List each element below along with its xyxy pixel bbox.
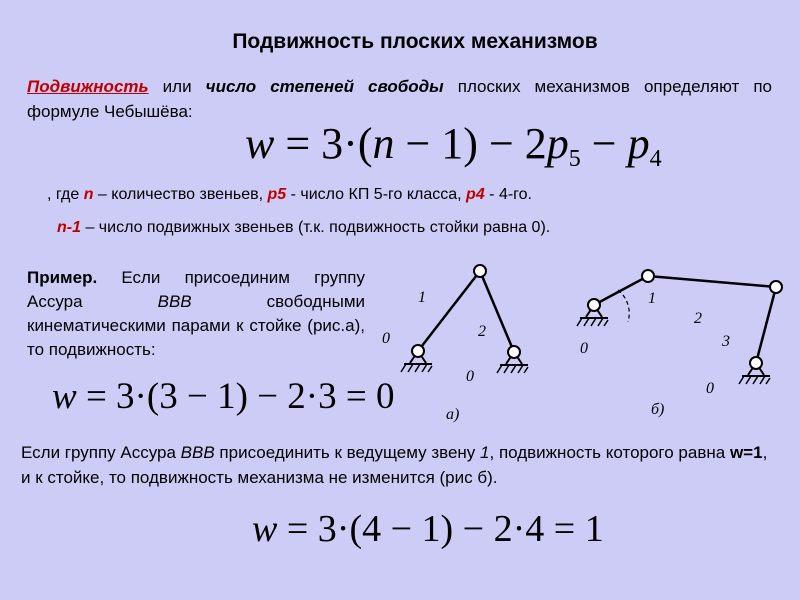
- caption-b: б): [651, 401, 665, 418]
- formula-p4: p: [627, 119, 650, 168]
- label-a-1: 1: [418, 289, 426, 306]
- rotation-arc: [618, 290, 629, 322]
- label-b-3: 3: [722, 333, 730, 350]
- bottom-link-number: 1: [480, 443, 490, 462]
- var-n-minus-1: n-1: [57, 219, 81, 236]
- formula-rest: = 3·(3 − 1) − 2·3 = 0: [76, 376, 395, 417]
- formula-p4-sub: 4: [649, 146, 662, 172]
- example-text-2: свободными кинематическими парами к стойке (рис.а), то подвижность:: [27, 292, 366, 359]
- formula-w: w: [252, 508, 278, 550]
- bottom-w1: w=1: [729, 443, 763, 462]
- joint: [474, 265, 486, 277]
- formula-part: −: [580, 119, 628, 168]
- where-text-3: - 4-го.: [484, 186, 532, 203]
- formula-p5: p: [546, 119, 569, 168]
- diagram-b: [577, 270, 782, 418]
- label-b-0-right: 0: [706, 380, 714, 397]
- joint: [642, 270, 654, 282]
- example-text-1: Если присоединим группу Ассура: [27, 268, 365, 311]
- where-prefix: , где: [47, 186, 84, 203]
- term-mobility: Подвижность: [27, 77, 149, 96]
- formula-part: = 3·(: [274, 119, 373, 168]
- joint: [770, 281, 782, 293]
- bottom-text-1: Если группу Ассура: [21, 443, 181, 462]
- label-b-2: 2: [694, 310, 702, 327]
- link-3-b: [756, 287, 776, 363]
- example-group: ВВВ: [157, 292, 192, 311]
- link-2-b: [648, 276, 776, 287]
- joint: [508, 346, 520, 358]
- bottom-text-3: , подвижность которого равна: [489, 443, 730, 462]
- label-b-0-left: 0: [580, 340, 588, 357]
- formula-rest: = 3·(4 − 1) − 2·4 = 1: [277, 508, 604, 550]
- joint: [750, 357, 762, 369]
- bottom-group: ВВВ: [180, 443, 215, 462]
- formula-part: − 1) − 2: [394, 119, 547, 168]
- label-a-2: 2: [478, 323, 486, 340]
- formula-p5-sub: 5: [568, 146, 581, 172]
- formula-w: w: [245, 119, 275, 168]
- where-text-2: - число КП 5-го класса,: [286, 186, 467, 203]
- joint: [588, 299, 600, 311]
- intro-text-1: или: [148, 77, 206, 96]
- diagram-a: [382, 265, 528, 423]
- label-a-0-right: 0: [466, 368, 474, 385]
- var-n: n: [83, 186, 94, 203]
- link-1-b: [594, 276, 648, 305]
- var-p5: p5: [267, 186, 287, 203]
- label-a-0-left: 0: [382, 330, 390, 347]
- var-p4: p4: [466, 186, 485, 203]
- page-title: Подвижность плоских механизмов: [232, 30, 598, 53]
- intro-text-2: плоских механизмов определяют по формуле Чебышёва:: [27, 77, 772, 121]
- caption-a: а): [446, 406, 460, 423]
- where-text-1: – количество звеньев,: [93, 186, 268, 203]
- bottom-text-4: , и к стойке, то подвижность механизма не изменится (рис б).: [21, 443, 768, 487]
- term-degrees-of-freedom: число степеней свободы: [205, 77, 444, 96]
- link-1-a: [418, 271, 480, 351]
- joint: [412, 345, 424, 357]
- formula-w: w: [52, 376, 77, 417]
- example-label: Пример.: [27, 268, 98, 287]
- label-b-1: 1: [648, 290, 656, 307]
- n1-text: – число подвижных звеньев (т.к. подвижность стойки равна 0).: [81, 219, 551, 236]
- formula-n: n: [372, 119, 395, 168]
- bottom-text-2: присоединить к ведущему звену: [214, 443, 481, 462]
